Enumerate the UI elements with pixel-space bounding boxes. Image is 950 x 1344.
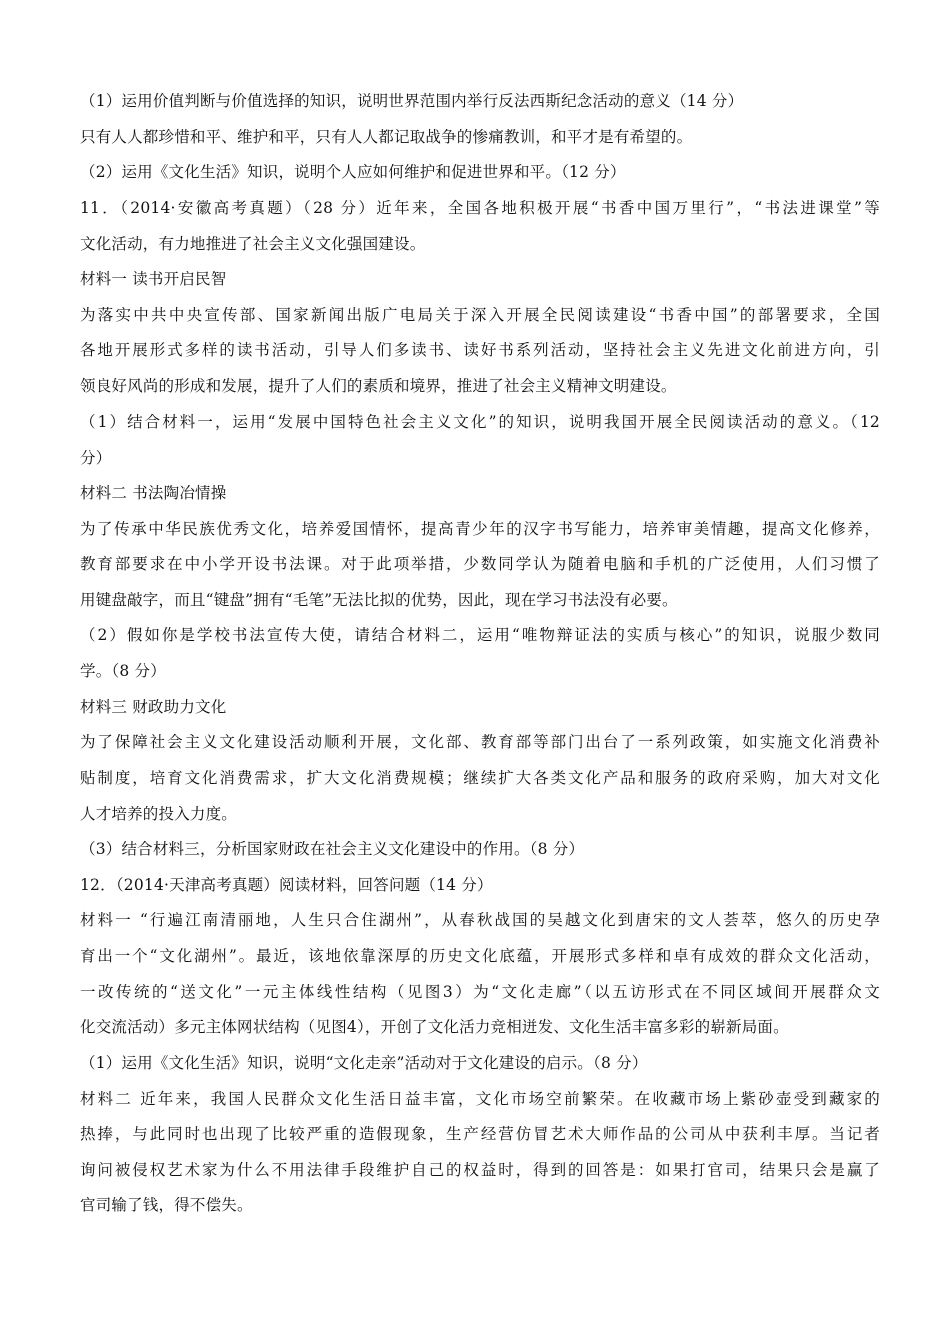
paragraph-line: 领良好风尚的形成和发展，提升了人们的素质和境界，推进了社会主义精神文明建设。 xyxy=(80,377,677,395)
paragraph-line: 为了保障社会主义文化建设活动顺利开展，文化部、教育部等部门出台了一系列政策，如实施文化消费补 xyxy=(80,733,880,751)
material-title: 材料二 书法陶冶情操 xyxy=(80,484,227,502)
question-text: 分） xyxy=(80,449,112,467)
paragraph-line: 为了传承中华民族优秀文化，培养爱国情怀，提高青少年的汉字书写能力，培养审美情趣，提高文化修养， xyxy=(80,520,880,538)
answer-text: 只有人人都珍惜和平、维护和平，只有人人都记取战争的惨痛教训，和平才是有希望的。 xyxy=(80,128,693,146)
question-11-heading: 11．（2014·安徽高考真题）（28 分）近年来，全国各地积极开展“书香中国万里行”，“书法进课堂”等 xyxy=(80,199,880,217)
paragraph-line: 材料一 “行遍江南清丽地，人生只合住湖州”，从春秋战国的吴越文化到唐宋的文人荟萃，悠久的历史孕 xyxy=(80,911,880,929)
paragraph-line: 材料二 近年来，我国人民群众文化生活日益丰富，文化市场空前繁荣。在收藏市场上紫砂壶受到藏家的 xyxy=(80,1090,880,1108)
paragraph-line: 贴制度，培育文化消费需求，扩大文化消费规模；继续扩大各类文化产品和服务的政府采购，加大对文化 xyxy=(80,769,880,787)
question-text: （2）运用《文化生活》知识，说明个人应如何维护和促进世界和平。（12 分） xyxy=(80,163,626,181)
paragraph-line: 人才培养的投入力度。 xyxy=(80,805,238,823)
question-text: （3）结合材料三，分析国家财政在社会主义文化建设中的作用。（8 分） xyxy=(80,840,585,858)
material-title: 材料三 财政助力文化 xyxy=(80,698,227,716)
paragraph-line: 用键盘敲字，而且“键盘”拥有“毛笔”无法比拟的优势，因此，现在学习书法没有必要。 xyxy=(80,591,678,609)
paragraph-line: 热捧，与此同时也出现了比较严重的造假现象，生产经营仿冒艺术大师作品的公司从中获利丰厚。当记者 xyxy=(80,1125,880,1143)
paragraph-line: 为落实中共中央宣传部、国家新闻出版广电局关于深入开展全民阅读建设“书香中国”的部署要求，全国 xyxy=(80,306,880,324)
paragraph-line: 询问被侵权艺术家为什么不用法律手段维护自己的权益时，得到的回答是：如果打官司，结果只会是赢了 xyxy=(80,1161,880,1179)
question-text: （1）运用《文化生活》知识，说明“文化走亲”活动对于文化建设的启示。（8 分） xyxy=(80,1054,648,1072)
paragraph-line: 文化活动，有力地推进了社会主义文化强国建设。 xyxy=(80,235,426,253)
question-text: （1）结合材料一，运用“发展中国特色社会主义文化”的知识，说明我国开展全民阅读活动的意义。（12 xyxy=(80,413,880,431)
paragraph-line: 化交流活动）多元主体网状结构（见图4），开创了文化活力竞相迸发、文化生活丰富多彩的崭新局面。 xyxy=(80,1018,789,1036)
question-text: （2）假如你是学校书法宣传大使，请结合材料二，运用“唯物辩证法的实质与核心”的知识，说服少数同 xyxy=(80,626,880,644)
paragraph-line: 一改传统的“送文化”一元主体线性结构（见图3）为“文化走廊”（以五访形式在不同区域间开展群众文 xyxy=(80,983,880,1001)
question-text: （1）运用价值判断与价值选择的知识，说明世界范围内举行反法西斯纪念活动的意义（14 分） xyxy=(80,92,744,110)
paragraph-line: 育出一个“文化湖州”。最近，该地依靠深厚的历史文化底蕴，开展形式多样和卓有成效的群众文化活动， xyxy=(80,947,880,965)
paragraph-line: 各地开展形式多样的读书活动，引导人们多读书、读好书系列活动，坚持社会主义先进文化前进方向，引 xyxy=(80,341,880,359)
paragraph-line: 教育部要求在中小学开设书法课。对于此项举措，少数同学认为随着电脑和手机的广泛使用，人们习惯了 xyxy=(80,555,880,573)
paragraph-line: 官司输了钱，得不偿失。 xyxy=(80,1196,253,1214)
question-text: 学。（8 分） xyxy=(80,662,166,680)
question-12-heading: 12．（2014·天津高考真题）阅读材料，回答问题（14 分） xyxy=(80,876,493,894)
material-title: 材料一 读书开启民智 xyxy=(80,270,227,288)
